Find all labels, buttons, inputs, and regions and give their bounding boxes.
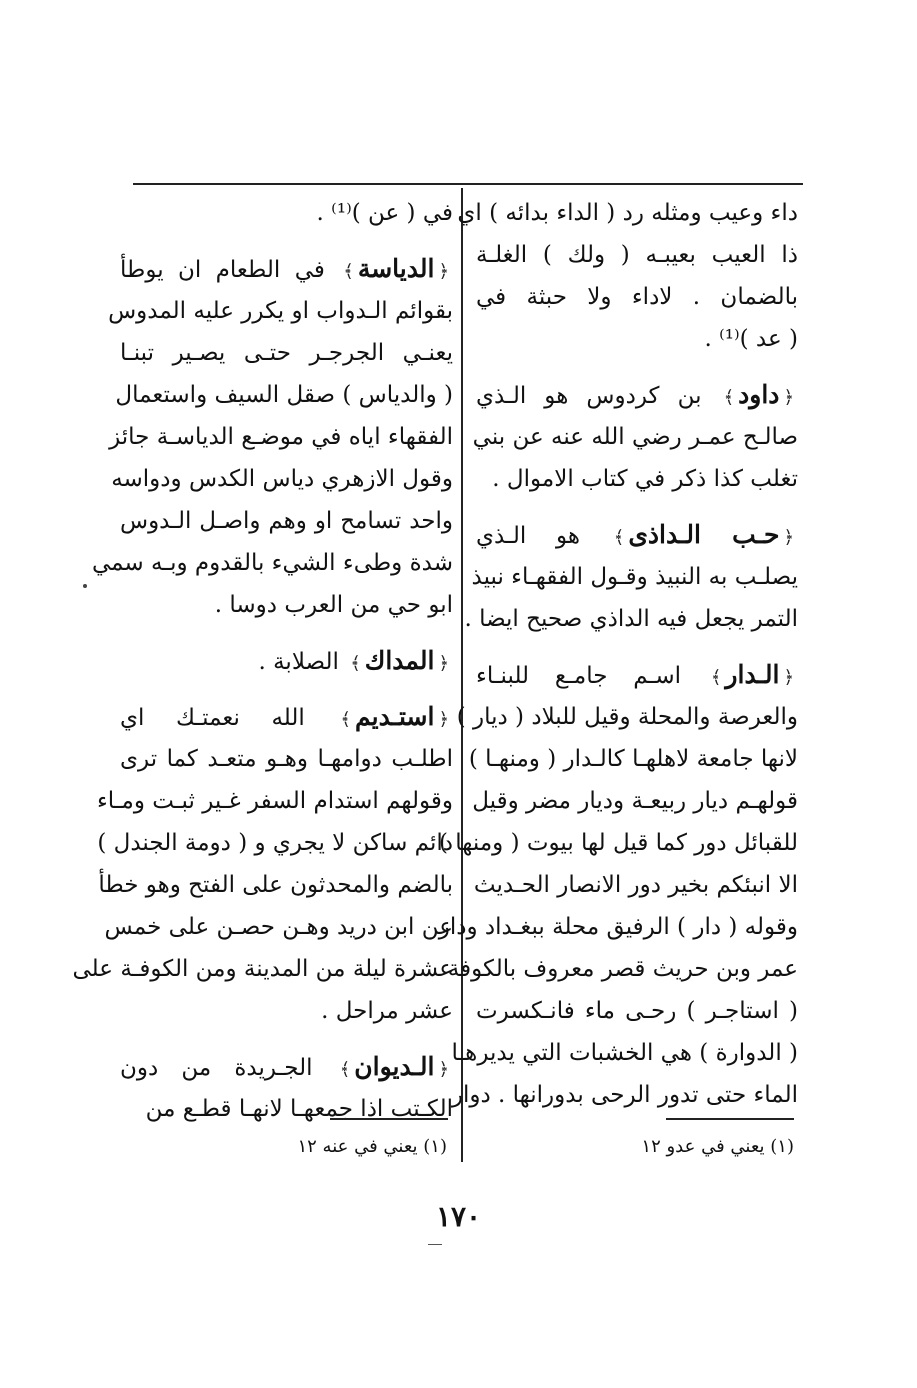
entry-headword: داود [738,380,780,409]
text-line [97,822,453,864]
line-text: الله نعمتـك اي [120,705,305,731]
text-line [476,458,798,500]
line-text: يصلـب به النبيذ وقـول الفقهـاء نبيذ [471,564,798,590]
line-text: للقبائل دور كما قيل لها بيوت ( ومنها ) [439,830,798,856]
line-text: ( عد )⁽¹⁾ . [704,326,798,352]
paragraph-gap [476,360,798,374]
text-line [476,514,798,556]
ornament-close-icon: ﴾ [339,1059,351,1080]
paragraph-gap [120,1032,453,1046]
text-line [120,584,453,626]
text-line [468,738,798,780]
ornament-open-icon: ﴿ [438,653,449,674]
line-text: الجـريدة من دون [120,1055,313,1081]
line-text: صالـح عمـر رضي الله عنه عن بني [472,424,798,450]
text-line [438,906,798,948]
line-text: عمر وبن حريث قصر معروف بالكوفة [447,956,798,982]
line-text: دائم ساكن لا يجري و ( دومة الجندل ) [97,830,453,856]
line-text: ( استاجـر ) رحـى ماء فانـكسرت [476,998,798,1024]
line-text: بن كردوس هو الـذي [476,383,702,409]
line-text: ذا العيب بعيبـه ( ولك ) الغلـة [476,242,798,268]
line-text: تغلب كذا ذكر في كتاب الاموال . [492,466,798,492]
entry-headword: الدياسة [357,254,435,283]
line-text: وقولهم استدام السفر غـير ثبـت ومـاء [96,788,453,814]
text-line [96,780,453,822]
line-text: اسـم جامـع للبنـاء [476,663,682,689]
line-text: هو الـذي [476,523,580,549]
ornament-close-icon: ﴾ [340,709,351,730]
text-line [72,948,453,990]
line-text: بالضم والمحدثون على الفتح وهو خطأ [98,872,453,898]
line-text: في ( عن )⁽¹⁾ . [316,200,453,226]
ornament-open-icon: ﴿ [783,387,794,408]
line-text: شدة وطىء الشيء بالقدوم وبـه سمي [91,550,453,576]
footnote-rule-right [666,1118,794,1120]
line-text: لانها جامعة لاهلهـا كالـدار ( ومنهـا ) [468,746,798,772]
line-text: واحد تسامح او وهم واصـل الـدوس [120,508,453,534]
entry-headword: حـب الـداذى [628,520,780,549]
text-line [451,1074,798,1116]
text-line [120,1046,453,1088]
ornament-close-icon: ﴾ [710,667,722,688]
line-text: التمر يجعل فيه الداذي صحيح ايضا . [464,606,798,632]
text-line [104,906,453,948]
footnote-left: (١) يعني في عنه ١٢ [297,1136,447,1157]
line-text: بقوائم الـدواب او يكرر عليه المدوس [108,298,453,324]
line-text: ابو حي من العرب دوسا . [214,592,453,618]
column-divider [461,188,463,1162]
text-line [451,1032,798,1074]
line-text: ( والدياس ) صقل السيف واستعمال [115,382,453,408]
line-text: وقول الازهري دياس الكدس ودواسه [111,466,453,492]
right-column [438,192,798,1116]
ornament-open-icon: ﴿ [783,527,794,548]
text-line [476,318,798,360]
entry-headword: استـديم [354,702,435,731]
ornament-open-icon: ﴿ [438,1059,450,1080]
text-line [120,332,453,374]
line-text: عن ابن دريد وهـن حصـن على خمس [104,914,453,940]
text-line [447,948,798,990]
line-text: يعنـي الجرجـر حتـى يصـير تبنـا [120,340,453,366]
footnote-rule-left [330,1118,448,1120]
line-text: والعرصة والمحلة وقيل للبلاد ( ديار ) [456,704,798,730]
ornament-close-icon: ﴾ [613,527,625,548]
text-line [120,990,453,1032]
paragraph-gap [476,500,798,514]
line-text: داء وعيب ومثله رد ( الداء بدائه ) اي [457,200,798,226]
top-rule [133,183,803,185]
line-text: الفقهاء اياه في موضـع الدياسـة جائز [109,424,453,450]
text-line [464,598,798,640]
ornament-open-icon: ﴿ [438,709,449,730]
text-line [457,192,798,234]
text-line [98,864,453,906]
line-text: اطلـب دوامهـا وهـو متعـد كما ترى [120,746,453,772]
ornament-open-icon: ﴿ [438,261,449,282]
text-line [476,990,798,1032]
text-line [120,738,453,780]
text-line [471,556,798,598]
line-text: الا انبئكم بخير دور الانصار الحـديث [473,872,798,898]
text-line [456,696,798,738]
line-text: في الطعام ان يوطأ [120,257,325,283]
left-column [72,192,453,1130]
text-line [472,780,798,822]
ornament-open-icon: ﴿ [783,667,794,688]
text-line [473,864,798,906]
text-line [120,500,453,542]
paragraph-gap [120,626,453,640]
line-text: الكـتب اذا جمعهـا لانهـا قطـع من [145,1096,453,1122]
entry-headword: الـدار [725,660,780,689]
text-line [120,640,453,682]
text-line [439,822,798,864]
text-line [476,234,798,276]
line-text: عشر مراحل . [321,998,453,1024]
line-text: قولهـم ديار ربيعـة وديار مضر وقيل [472,788,798,814]
text-line [120,1088,453,1130]
entry-headword: الـديوان [354,1052,435,1081]
page-number: ١٧٠ [435,1200,482,1233]
text-line [91,542,453,584]
text-line [108,290,453,332]
text-line [120,248,453,290]
entry-headword: المداك [364,646,435,675]
text-line [115,374,453,416]
ornament-close-icon: ﴾ [723,387,735,408]
ornament-close-icon: ﴾ [343,261,354,282]
ornament-close-icon: ﴾ [350,653,361,674]
line-text: بالضمان . لاداء ولا حبثة في [476,284,798,310]
text-line [476,654,798,696]
footnote-right: (١) يعني في عدو ١٢ [641,1136,794,1157]
paragraph-gap [120,682,453,696]
paragraph-gap [120,234,453,248]
text-line [111,458,453,500]
text-line [120,192,453,234]
line-text: عشرة ليلة من المدينة ومن الكوفـة على [72,956,453,982]
line-text: وقوله ( دار ) الرفيق محلة ببغـداد ودار [438,914,798,940]
text-line [476,276,798,318]
line-text: ( الدوارة ) هي الخشبات التي يديرهـا [451,1040,798,1066]
text-line [120,696,453,738]
paragraph-gap [476,640,798,654]
page-number-rule [428,1244,442,1245]
text-line [472,416,798,458]
text-line [109,416,453,458]
margin-speck [83,584,87,588]
line-text: الماء حتى تدور الرحى بدورانها . دوار [451,1082,798,1108]
line-text: الصلابة . [258,649,339,675]
text-line [476,374,798,416]
